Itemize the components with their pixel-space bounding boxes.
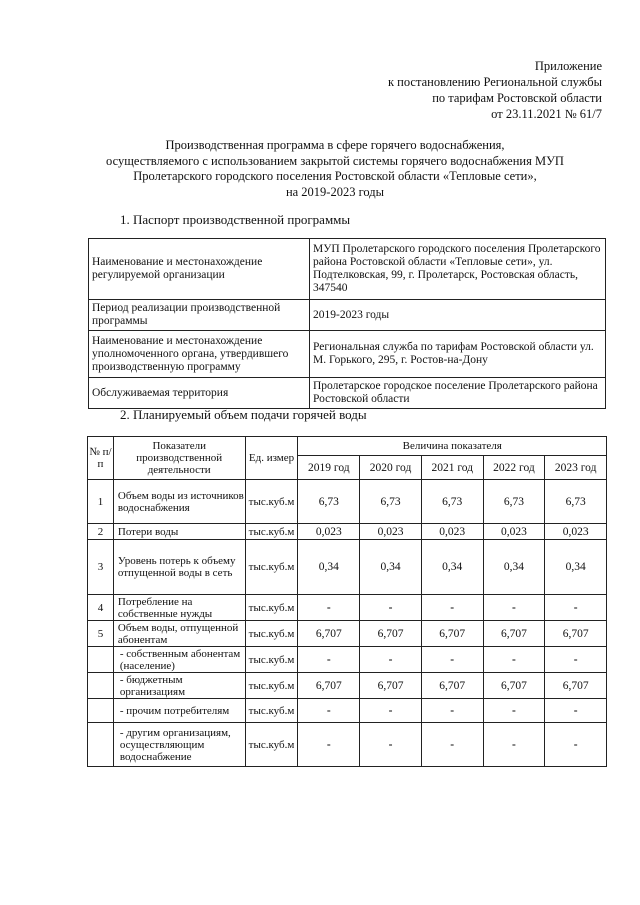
header-year: 2021 год [421,456,483,480]
row-value: 6,707 [483,621,545,647]
row-indicator: Объем воды, отпущенной абонентам [113,621,245,647]
row-indicator: - прочим потребителям [113,699,245,723]
passport-row [89,331,606,378]
row-value: - [421,699,483,723]
row-value: 6,73 [360,480,422,524]
row-value: 0,023 [360,524,422,540]
appendix-line: по тарифам Ростовской области [432,91,602,105]
volume-table-body [88,480,607,767]
row-value: 0,023 [545,524,607,540]
row-value: 6,707 [545,673,607,699]
row-value: - [483,647,545,673]
table-row [88,647,607,673]
row-indicator: Объем воды из источников водоснабжения [113,480,245,524]
header-year: 2020 год [360,456,422,480]
row-value: - [421,647,483,673]
row-indicator: - собственным абонентам (население) [113,647,245,673]
row-value: 6,707 [298,673,360,699]
header-year: 2022 год [483,456,545,480]
volume-table [87,436,607,767]
header-year: 2019 год [298,456,360,480]
row-value: 6,707 [298,621,360,647]
row-unit: тыс.куб.м [245,699,298,723]
appendix-line: от 23.11.2021 № 61/7 [491,107,602,121]
row-value: - [545,699,607,723]
header-unit: Ед. измер [245,437,298,480]
table-row [88,595,607,621]
row-value: - [421,595,483,621]
row-unit: тыс.куб.м [245,480,298,524]
table-header-row [88,437,607,456]
row-value: 6,73 [545,480,607,524]
table-row [88,723,607,767]
row-value: 6,707 [421,621,483,647]
row-number [88,699,114,723]
row-value: - [483,723,545,767]
appendix-line: к постановлению Региональной службы [387,75,602,89]
row-unit: тыс.куб.м [245,595,298,621]
title-line: осуществляемого с использованием закрытой системы горячего водоснабжения МУП [106,153,564,168]
table-row [88,699,607,723]
row-number: 3 [88,540,114,595]
passport-value: Пролетарское городское поселение Пролетарского района Ростовской области [310,378,606,409]
row-value: 6,707 [360,673,422,699]
header-year: 2023 год [545,456,607,480]
passport-value: Региональная служба по тарифам Ростовской области ул. М. Горького, 295, г. Ростов-на-Дону [310,331,606,378]
row-value: - [545,723,607,767]
title-line: Пролетарского городского поселения Ростовской области «Тепловые сети», [133,169,537,183]
table-row [88,480,607,524]
row-value: 6,73 [298,480,360,524]
passport-value: МУП Пролетарского городского поселения Пролетарского района Ростовской области «Тепловые сети», ул. Подтелковская, 99, г. Пролетарск, Ростовская область, 347540 [310,239,606,300]
title-line: Производственная программа в сфере горячего водоснабжения, [165,138,505,152]
appendix-header [388,58,602,122]
section-2-title: 2. Планируемый объем подачи горячей воды [120,407,367,422]
row-value: 6,707 [545,621,607,647]
passport-row [89,239,606,300]
row-number: 1 [88,480,114,524]
row-unit: тыс.куб.м [245,621,298,647]
row-value: - [298,723,360,767]
header-indicator: Показатели производственной деятельности [113,437,245,480]
row-indicator: Потери воды [113,524,245,540]
row-value: 6,707 [483,673,545,699]
row-value: - [298,647,360,673]
row-value: - [360,723,422,767]
row-unit: тыс.куб.м [245,524,298,540]
row-indicator: Уровень потерь к объему отпущенной воды в сеть [113,540,245,595]
row-unit: тыс.куб.м [245,673,298,699]
row-number [88,647,114,673]
row-value: - [298,699,360,723]
row-value: 6,73 [421,480,483,524]
row-number [88,673,114,699]
title-line: на 2019-2023 годы [285,184,385,199]
row-value: 6,73 [483,480,545,524]
row-number [88,723,114,767]
row-value: - [421,723,483,767]
row-value: - [360,647,422,673]
table-row [88,673,607,699]
appendix-line: Приложение [534,59,602,73]
row-value: - [483,595,545,621]
row-value: 0,023 [421,524,483,540]
row-unit: тыс.куб.м [245,723,298,767]
row-unit: тыс.куб.м [245,540,298,595]
row-indicator: Потребление на собственные нужды [113,595,245,621]
passport-row [89,378,606,409]
passport-label: Наименование и местонахождение регулируемой организации [89,239,310,300]
row-indicator: - другим организациям, осуществляющим водоснабжение [113,723,245,767]
row-value: - [360,699,422,723]
row-unit: тыс.куб.м [245,647,298,673]
row-number: 5 [88,621,114,647]
document-title [80,138,590,200]
table-row [88,540,607,595]
passport-row [89,300,606,331]
row-value: 0,34 [360,540,422,595]
section-1-title: 1. Паспорт производственной программы [120,212,351,227]
passport-table [88,238,606,409]
table-row [88,621,607,647]
row-value: 6,707 [421,673,483,699]
row-value: 0,34 [545,540,607,595]
header-no: № п/п [88,437,114,480]
passport-value: 2019-2023 годы [310,300,606,331]
row-value: 0,023 [483,524,545,540]
row-value: 0,023 [298,524,360,540]
row-value: - [483,699,545,723]
row-indicator: - бюджетным организациям [113,673,245,699]
header-value-group: Величина показателя [298,437,607,456]
table-row [88,524,607,540]
row-value: 0,34 [483,540,545,595]
row-value: - [360,595,422,621]
passport-label: Период реализации производственной программы [89,300,310,331]
row-value: - [298,595,360,621]
passport-label: Обслуживаемая территория [89,378,310,409]
row-value: - [545,647,607,673]
row-value: 0,34 [298,540,360,595]
row-value: - [545,595,607,621]
row-number: 2 [88,524,114,540]
row-value: 0,34 [421,540,483,595]
row-number: 4 [88,595,114,621]
passport-label: Наименование и местонахождение уполномоченного органа, утвердившего производственную программу [89,331,310,378]
row-value: 6,707 [360,621,422,647]
